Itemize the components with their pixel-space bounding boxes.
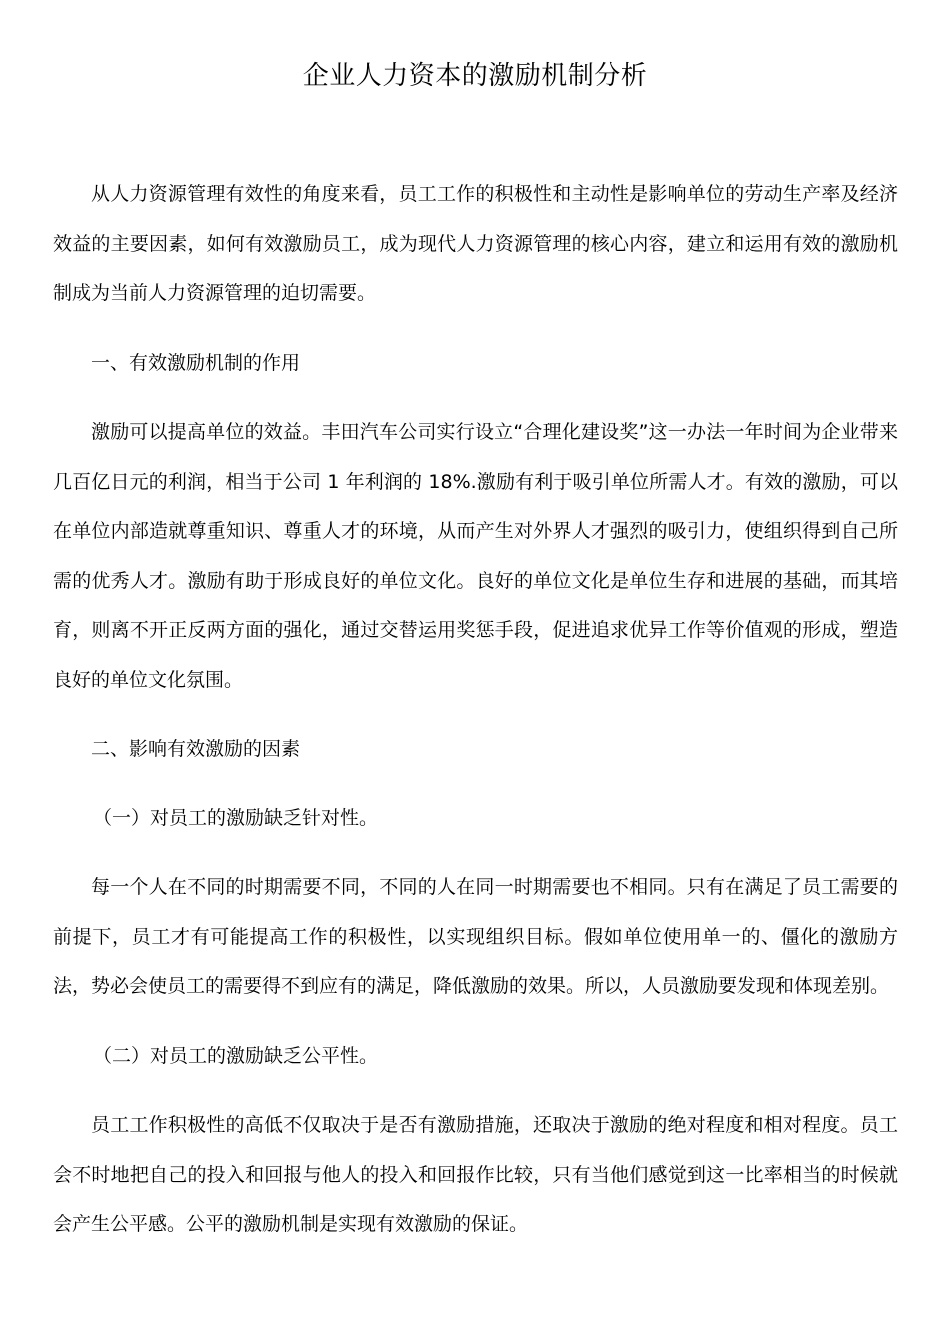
intro-paragraph: 从人力资源管理有效性的角度来看，员工工作的积极性和主动性是影响单位的劳动生产率及经济效益的主要因素，如何有效激励员工，成为现代人力资源管理的核心内容，建立和运用有效的激励机制成为当前人力资源管理的迫切需要。 (53, 183, 898, 304)
subsection-1-paragraph: 每一个人在不同的时期需要不同，不同的人在同一时期需要也不相同。只有在满足了员工需要的前提下，员工才有可能提高工作的积极性，以实现组织目标。假如单位使用单一的、僵化的激励方法，势必会使员工的需要得不到应有的满足，降低激励的效果。所以，人员激励要发现和体现差别。 (53, 876, 898, 997)
document-title: 企业人力资本的激励机制分析 (302, 61, 648, 91)
subsection-1-heading: （一）对员工的激励缺乏针对性。 (93, 807, 379, 829)
subsection-2-heading: （二）对员工的激励缺乏公平性。 (93, 1045, 379, 1067)
section-1-paragraph: 激励可以提高单位的效益。丰田汽车公司实行设立“合理化建设奖”这一办法一年时间为企业带来几百亿日元的利润，相当于公司 1 年利润的 18%.激励有利于吸引单位所需人才。有效的激励，可以在单位内部造就尊重知识、尊重人才的环境，从而产生对外界人才强烈的吸引力，使组织得到自己所需的优秀人才。激励有助于形成良好的单位文化。良好的单位文化是单位生存和进展的基础，而其培育，则离不开正反两方面的强化，通过交替运用奖惩手段，促进追求优异工作等价值观的形成，塑造良好的单位文化氛围。 (53, 421, 898, 691)
section-2-heading: 二、影响有效激励的因素 (91, 738, 301, 760)
subsection-2-paragraph: 员工工作积极性的高低不仅取决于是否有激励措施，还取决于激励的绝对程度和相对程度。员工会不时地把自己的投入和回报与他人的投入和回报作比较，只有当他们感觉到这一比率相当的时候就会产生公平感。公平的激励机制是实现有效激励的保证。 (53, 1114, 898, 1235)
section-1-heading: 一、有效激励机制的作用 (91, 352, 301, 374)
